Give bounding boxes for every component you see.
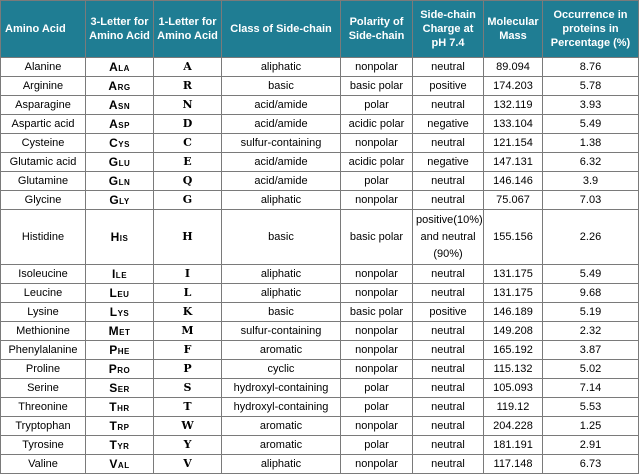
header-three-letter: 3-Letter for Amino Acid xyxy=(86,1,154,58)
cell-amino-acid: Phenylalanine xyxy=(1,341,86,360)
cell-occurrence: 5.19 xyxy=(543,303,639,322)
cell-mass: 115.132 xyxy=(484,360,543,379)
table-row xyxy=(1,96,639,115)
cell-class: aromatic xyxy=(222,436,341,455)
cell-three-letter: Arg xyxy=(86,77,154,96)
header-one-letter: 1-Letter for Amino Acid xyxy=(154,1,222,58)
table-header xyxy=(1,1,639,58)
cell-class: aliphatic xyxy=(222,191,341,210)
cell-polarity: nonpolar xyxy=(341,284,413,303)
cell-amino-acid: Cysteine xyxy=(1,134,86,153)
cell-three-letter: Asp xyxy=(86,115,154,134)
cell-three-letter: Thr xyxy=(86,398,154,417)
cell-occurrence: 8.76 xyxy=(543,58,639,77)
table-row xyxy=(1,134,639,153)
cell-class: acid/amide xyxy=(222,153,341,172)
cell-mass: 121.154 xyxy=(484,134,543,153)
cell-mass: 133.104 xyxy=(484,115,543,134)
cell-amino-acid: Tryptophan xyxy=(1,417,86,436)
cell-amino-acid: Alanine xyxy=(1,58,86,77)
cell-polarity: nonpolar xyxy=(341,58,413,77)
cell-mass: 146.146 xyxy=(484,172,543,191)
cell-one-letter: H xyxy=(154,210,222,265)
cell-mass: 155.156 xyxy=(484,210,543,265)
cell-charge: neutral xyxy=(413,322,484,341)
table-row xyxy=(1,58,639,77)
cell-amino-acid: Lysine xyxy=(1,303,86,322)
cell-class: basic xyxy=(222,303,341,322)
cell-polarity: basic polar xyxy=(341,303,413,322)
cell-class: aliphatic xyxy=(222,58,341,77)
cell-polarity: nonpolar xyxy=(341,322,413,341)
cell-charge: neutral xyxy=(413,284,484,303)
cell-mass: 117.148 xyxy=(484,455,543,474)
cell-three-letter: Ala xyxy=(86,58,154,77)
cell-charge: neutral xyxy=(413,172,484,191)
table-body xyxy=(1,58,639,474)
cell-one-letter: N xyxy=(154,96,222,115)
cell-charge: neutral xyxy=(413,96,484,115)
cell-one-letter: C xyxy=(154,134,222,153)
cell-three-letter: Pro xyxy=(86,360,154,379)
header-amino-acid: Amino Acid xyxy=(1,1,86,58)
cell-charge: neutral xyxy=(413,134,484,153)
cell-three-letter: Met xyxy=(86,322,154,341)
cell-occurrence: 1.38 xyxy=(543,134,639,153)
cell-charge: negative xyxy=(413,153,484,172)
cell-polarity: nonpolar xyxy=(341,134,413,153)
cell-occurrence: 9.68 xyxy=(543,284,639,303)
cell-occurrence: 1.25 xyxy=(543,417,639,436)
cell-charge: positive xyxy=(413,303,484,322)
cell-class: aliphatic xyxy=(222,284,341,303)
cell-three-letter: Gly xyxy=(86,191,154,210)
cell-occurrence: 6.73 xyxy=(543,455,639,474)
table-row xyxy=(1,398,639,417)
table-row xyxy=(1,153,639,172)
cell-charge: neutral xyxy=(413,398,484,417)
cell-one-letter: K xyxy=(154,303,222,322)
cell-class: acid/amide xyxy=(222,96,341,115)
cell-class: hydroxyl-containing xyxy=(222,379,341,398)
cell-charge: neutral xyxy=(413,58,484,77)
cell-one-letter: I xyxy=(154,265,222,284)
cell-class: sulfur-containing xyxy=(222,134,341,153)
table-row xyxy=(1,379,639,398)
cell-polarity: nonpolar xyxy=(341,191,413,210)
cell-occurrence: 3.87 xyxy=(543,341,639,360)
cell-mass: 146.189 xyxy=(484,303,543,322)
table-row xyxy=(1,115,639,134)
cell-charge: neutral xyxy=(413,191,484,210)
cell-occurrence: 3.93 xyxy=(543,96,639,115)
cell-one-letter: A xyxy=(154,58,222,77)
cell-occurrence: 5.49 xyxy=(543,115,639,134)
cell-three-letter: Glu xyxy=(86,153,154,172)
cell-charge: neutral xyxy=(413,360,484,379)
cell-three-letter: Leu xyxy=(86,284,154,303)
cell-polarity: acidic polar xyxy=(341,153,413,172)
cell-charge: neutral xyxy=(413,417,484,436)
cell-amino-acid: Arginine xyxy=(1,77,86,96)
cell-amino-acid: Glutamine xyxy=(1,172,86,191)
cell-polarity: basic polar xyxy=(341,77,413,96)
table-row xyxy=(1,284,639,303)
cell-charge: neutral xyxy=(413,455,484,474)
cell-amino-acid: Valine xyxy=(1,455,86,474)
cell-class: hydroxyl-containing xyxy=(222,398,341,417)
cell-charge: positive(10%) and neutral (90%) xyxy=(413,210,484,265)
cell-mass: 149.208 xyxy=(484,322,543,341)
cell-class: acid/amide xyxy=(222,115,341,134)
cell-one-letter: S xyxy=(154,379,222,398)
cell-occurrence: 5.02 xyxy=(543,360,639,379)
cell-mass: 181.191 xyxy=(484,436,543,455)
cell-occurrence: 5.78 xyxy=(543,77,639,96)
cell-amino-acid: Asparagine xyxy=(1,96,86,115)
cell-charge: positive xyxy=(413,77,484,96)
cell-occurrence: 3.9 xyxy=(543,172,639,191)
cell-occurrence: 7.03 xyxy=(543,191,639,210)
cell-polarity: nonpolar xyxy=(341,265,413,284)
cell-amino-acid: Glutamic acid xyxy=(1,153,86,172)
cell-mass: 89.094 xyxy=(484,58,543,77)
cell-occurrence: 5.49 xyxy=(543,265,639,284)
cell-polarity: acidic polar xyxy=(341,115,413,134)
cell-one-letter: T xyxy=(154,398,222,417)
cell-three-letter: Cys xyxy=(86,134,154,153)
cell-one-letter: R xyxy=(154,77,222,96)
cell-amino-acid: Proline xyxy=(1,360,86,379)
cell-amino-acid: Serine xyxy=(1,379,86,398)
cell-one-letter: G xyxy=(154,191,222,210)
cell-mass: 119.12 xyxy=(484,398,543,417)
cell-polarity: polar xyxy=(341,172,413,191)
cell-polarity: polar xyxy=(341,398,413,417)
cell-polarity: basic polar xyxy=(341,210,413,265)
cell-three-letter: Tyr xyxy=(86,436,154,455)
cell-occurrence: 5.53 xyxy=(543,398,639,417)
table-row xyxy=(1,436,639,455)
cell-amino-acid: Glycine xyxy=(1,191,86,210)
cell-one-letter: L xyxy=(154,284,222,303)
cell-amino-acid: Isoleucine xyxy=(1,265,86,284)
cell-class: acid/amide xyxy=(222,172,341,191)
cell-amino-acid: Histidine xyxy=(1,210,86,265)
cell-three-letter: Val xyxy=(86,455,154,474)
cell-class: aromatic xyxy=(222,417,341,436)
cell-three-letter: Trp xyxy=(86,417,154,436)
cell-mass: 131.175 xyxy=(484,265,543,284)
cell-polarity: nonpolar xyxy=(341,360,413,379)
table-row xyxy=(1,417,639,436)
cell-charge: neutral xyxy=(413,265,484,284)
cell-one-letter: M xyxy=(154,322,222,341)
header-row xyxy=(1,1,639,58)
cell-occurrence: 7.14 xyxy=(543,379,639,398)
table-row xyxy=(1,322,639,341)
cell-polarity: polar xyxy=(341,436,413,455)
header-occurrence: Occurrence in proteins in Percentage (%) xyxy=(543,1,639,58)
cell-mass: 174.203 xyxy=(484,77,543,96)
cell-amino-acid: Aspartic acid xyxy=(1,115,86,134)
cell-polarity: nonpolar xyxy=(341,417,413,436)
cell-amino-acid: Leucine xyxy=(1,284,86,303)
cell-three-letter: Asn xyxy=(86,96,154,115)
cell-amino-acid: Tyrosine xyxy=(1,436,86,455)
table-row xyxy=(1,77,639,96)
cell-mass: 204.228 xyxy=(484,417,543,436)
table-row xyxy=(1,172,639,191)
cell-charge: neutral xyxy=(413,341,484,360)
table-row xyxy=(1,303,639,322)
header-mass: Molecular Mass xyxy=(484,1,543,58)
cell-class: sulfur-containing xyxy=(222,322,341,341)
table-row xyxy=(1,265,639,284)
cell-class: aromatic xyxy=(222,341,341,360)
cell-one-letter: V xyxy=(154,455,222,474)
cell-one-letter: P xyxy=(154,360,222,379)
cell-charge: neutral xyxy=(413,379,484,398)
cell-amino-acid: Methionine xyxy=(1,322,86,341)
cell-class: basic xyxy=(222,77,341,96)
cell-occurrence: 6.32 xyxy=(543,153,639,172)
cell-one-letter: F xyxy=(154,341,222,360)
cell-one-letter: Q xyxy=(154,172,222,191)
cell-polarity: polar xyxy=(341,96,413,115)
cell-class: basic xyxy=(222,210,341,265)
cell-class: aliphatic xyxy=(222,455,341,474)
cell-three-letter: Phe xyxy=(86,341,154,360)
cell-three-letter: Gln xyxy=(86,172,154,191)
cell-three-letter: Ile xyxy=(86,265,154,284)
table-row xyxy=(1,455,639,474)
cell-class: cyclic xyxy=(222,360,341,379)
cell-mass: 75.067 xyxy=(484,191,543,210)
cell-mass: 165.192 xyxy=(484,341,543,360)
cell-three-letter: His xyxy=(86,210,154,265)
cell-polarity: polar xyxy=(341,379,413,398)
cell-occurrence: 2.32 xyxy=(543,322,639,341)
cell-occurrence: 2.91 xyxy=(543,436,639,455)
cell-polarity: nonpolar xyxy=(341,341,413,360)
cell-amino-acid: Threonine xyxy=(1,398,86,417)
table-row xyxy=(1,191,639,210)
cell-one-letter: Y xyxy=(154,436,222,455)
header-charge: Side-chain Charge at pH 7.4 xyxy=(413,1,484,58)
table-row xyxy=(1,341,639,360)
cell-three-letter: Lys xyxy=(86,303,154,322)
header-class: Class of Side-chain xyxy=(222,1,341,58)
cell-charge: negative xyxy=(413,115,484,134)
cell-mass: 147.131 xyxy=(484,153,543,172)
cell-class: aliphatic xyxy=(222,265,341,284)
cell-charge: neutral xyxy=(413,436,484,455)
cell-one-letter: W xyxy=(154,417,222,436)
cell-mass: 131.175 xyxy=(484,284,543,303)
cell-one-letter: D xyxy=(154,115,222,134)
table-row xyxy=(1,360,639,379)
header-polarity: Polarity of Side-chain xyxy=(341,1,413,58)
table-row xyxy=(1,210,639,265)
cell-three-letter: Ser xyxy=(86,379,154,398)
cell-one-letter: E xyxy=(154,153,222,172)
cell-polarity: nonpolar xyxy=(341,455,413,474)
cell-occurrence: 2.26 xyxy=(543,210,639,265)
cell-mass: 132.119 xyxy=(484,96,543,115)
cell-mass: 105.093 xyxy=(484,379,543,398)
